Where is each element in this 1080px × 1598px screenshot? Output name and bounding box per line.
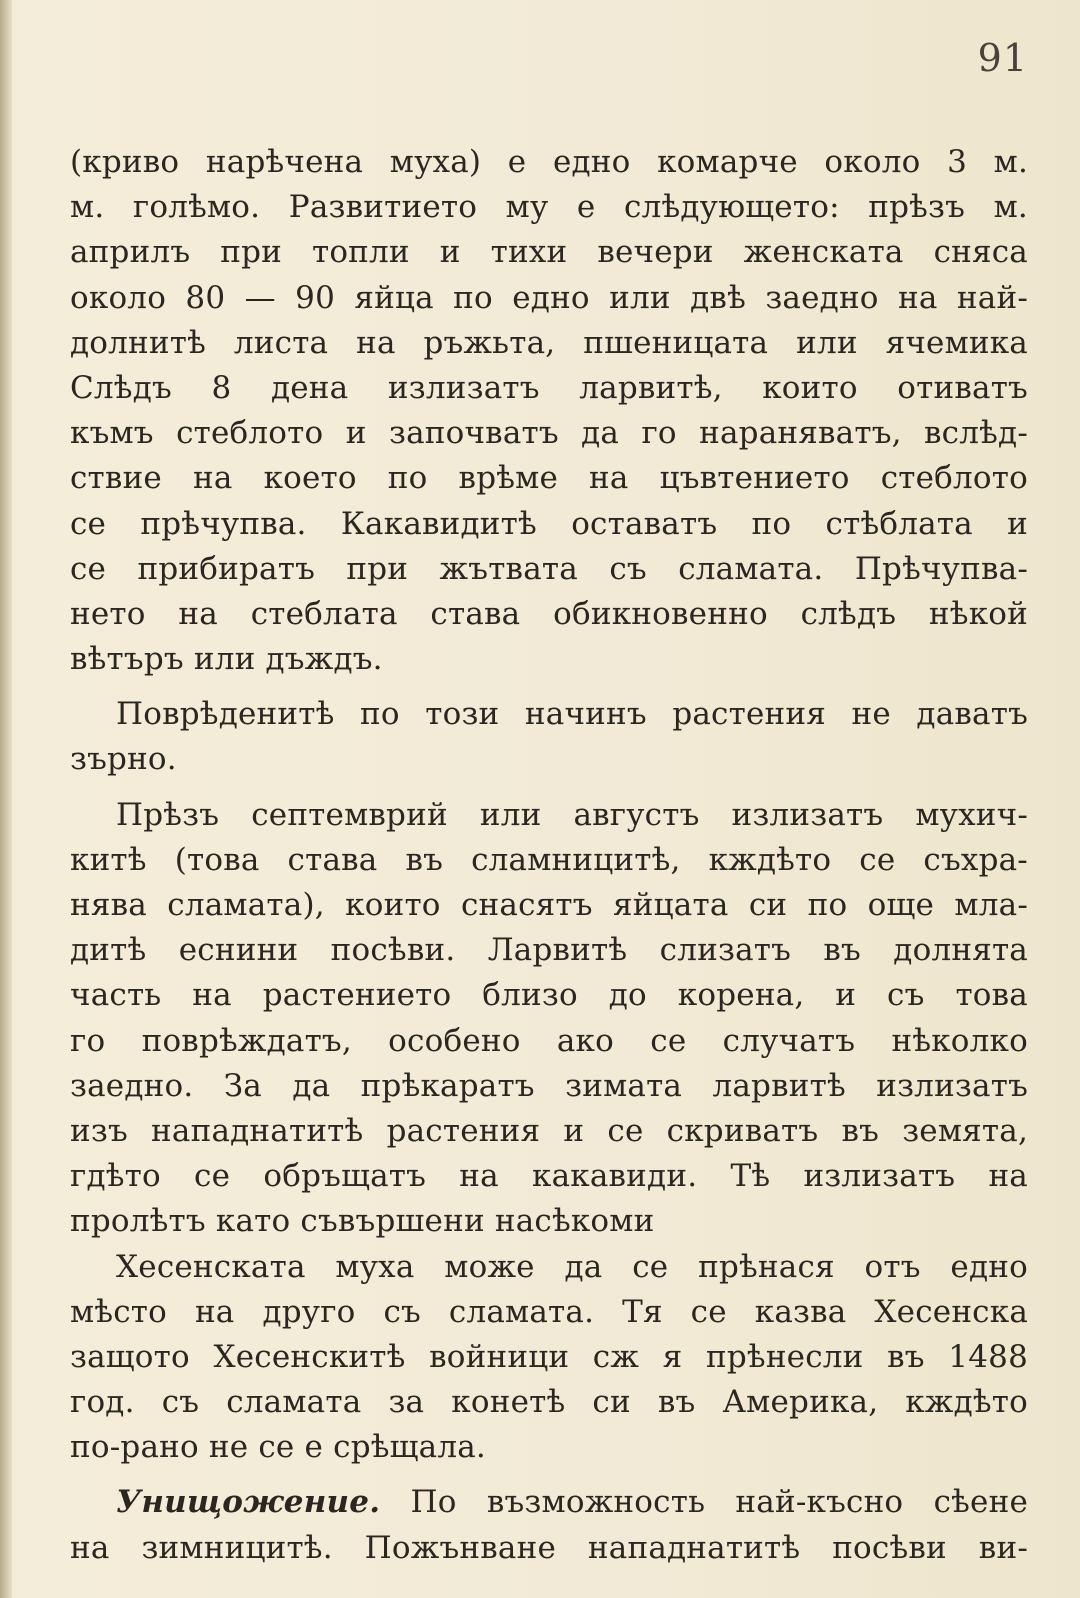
text-line: се прибиратъ при жътвата съ сламата. Прѣчупва- bbox=[70, 550, 1028, 587]
text-line: изъ нападнатитѣ растения и се скриватъ въ земята, bbox=[70, 1112, 1028, 1149]
text-line: год. съ сламата за конетѣ си въ Америка, кждѣто bbox=[70, 1384, 1028, 1421]
text-line: Слѣдъ 8 дена излизатъ ларвитѣ, които отиватъ bbox=[70, 369, 1028, 406]
text-line: Хесенската муха може да се прѣнася отъ едно bbox=[116, 1248, 1028, 1285]
paragraph-5 bbox=[70, 1480, 1028, 1570]
text-line: Прѣзъ септемврий или августъ излизатъ мухич- bbox=[116, 796, 1028, 833]
text-line: на зимницитѣ. Пожънване нападнатитѣ посѣви ви- bbox=[70, 1529, 1028, 1566]
text-line: дитѣ еснини посѣви. Ларвитѣ слизатъ въ долнята bbox=[70, 932, 1028, 969]
page-left-edge bbox=[0, 0, 12, 1598]
text-line: (криво нарѣчена муха) е едно комарче около 3 м. bbox=[70, 144, 1028, 180]
section-heading: Унищожение. bbox=[116, 1484, 381, 1521]
text-line: около 80 — 90 яйца по едно или двѣ заедно на най- bbox=[70, 279, 1028, 316]
text-line bbox=[70, 1480, 1028, 1525]
text-line: гдѣто се обръщатъ на какавиди. Тѣ излизатъ на bbox=[70, 1158, 1028, 1195]
text-body bbox=[70, 140, 1028, 1571]
text-line: се прѣчупва. Какавидитѣ оставатъ по стѣблата и bbox=[70, 505, 1028, 542]
text-line: по-рано не се е срѣщала. bbox=[70, 1429, 486, 1466]
text-line: часть на растението близо до корена, и съ това bbox=[70, 977, 1028, 1014]
paragraph-2 bbox=[70, 692, 1028, 782]
text-line: зърно. bbox=[70, 741, 177, 778]
text-line: защото Хесенскитѣ войници сж я прѣнесли въ 1488 bbox=[70, 1338, 1028, 1375]
text-line: Поврѣденитѣ по този начинъ растения не даватъ bbox=[116, 696, 1028, 733]
text-fragment: По възможность най-късно сѣене bbox=[380, 1484, 1028, 1521]
text-line: нето на стеблата става обикновенно слѣдъ нѣкой bbox=[70, 595, 1028, 632]
text-line: вѣтъръ или дъждъ. bbox=[70, 641, 383, 678]
text-line: нява сламата), които снасятъ яйцата си по още мла- bbox=[70, 887, 1028, 923]
text-line: заедно. За да прѣкаратъ зимата ларвитѣ излизатъ bbox=[70, 1067, 1028, 1104]
text-line: ствие на което по врѣме на цъвтението стеблото bbox=[70, 460, 1028, 497]
text-line: го поврѣждатъ, особено ако се случатъ нѣколко bbox=[70, 1022, 1028, 1059]
paragraph-3 bbox=[70, 793, 1028, 1245]
text-line: априлъ при топли и тихи вечери женската сняса bbox=[70, 234, 1028, 271]
text-line: м. голѣмо. Развитието му е слѣдующето: прѣзъ м. bbox=[70, 189, 1028, 226]
text-line: мѣсто на друго съ сламата. Тя се казва Хесенска bbox=[70, 1293, 1028, 1330]
page-number: 91 bbox=[977, 36, 1028, 80]
paragraph-1 bbox=[70, 140, 1028, 682]
text-line: къмъ стеблото и започватъ да го нараняватъ, вслѣд- bbox=[70, 415, 1028, 452]
text-line: долнитѣ листа на ръжьта, пшеницата или ячемика bbox=[70, 324, 1028, 361]
text-line: пролѣтъ като съвършени насѣкоми bbox=[70, 1203, 655, 1240]
paragraph-4 bbox=[70, 1245, 1028, 1471]
text-line: китѣ (това става въ сламницитѣ, кждѣто се съхра- bbox=[70, 841, 1028, 878]
